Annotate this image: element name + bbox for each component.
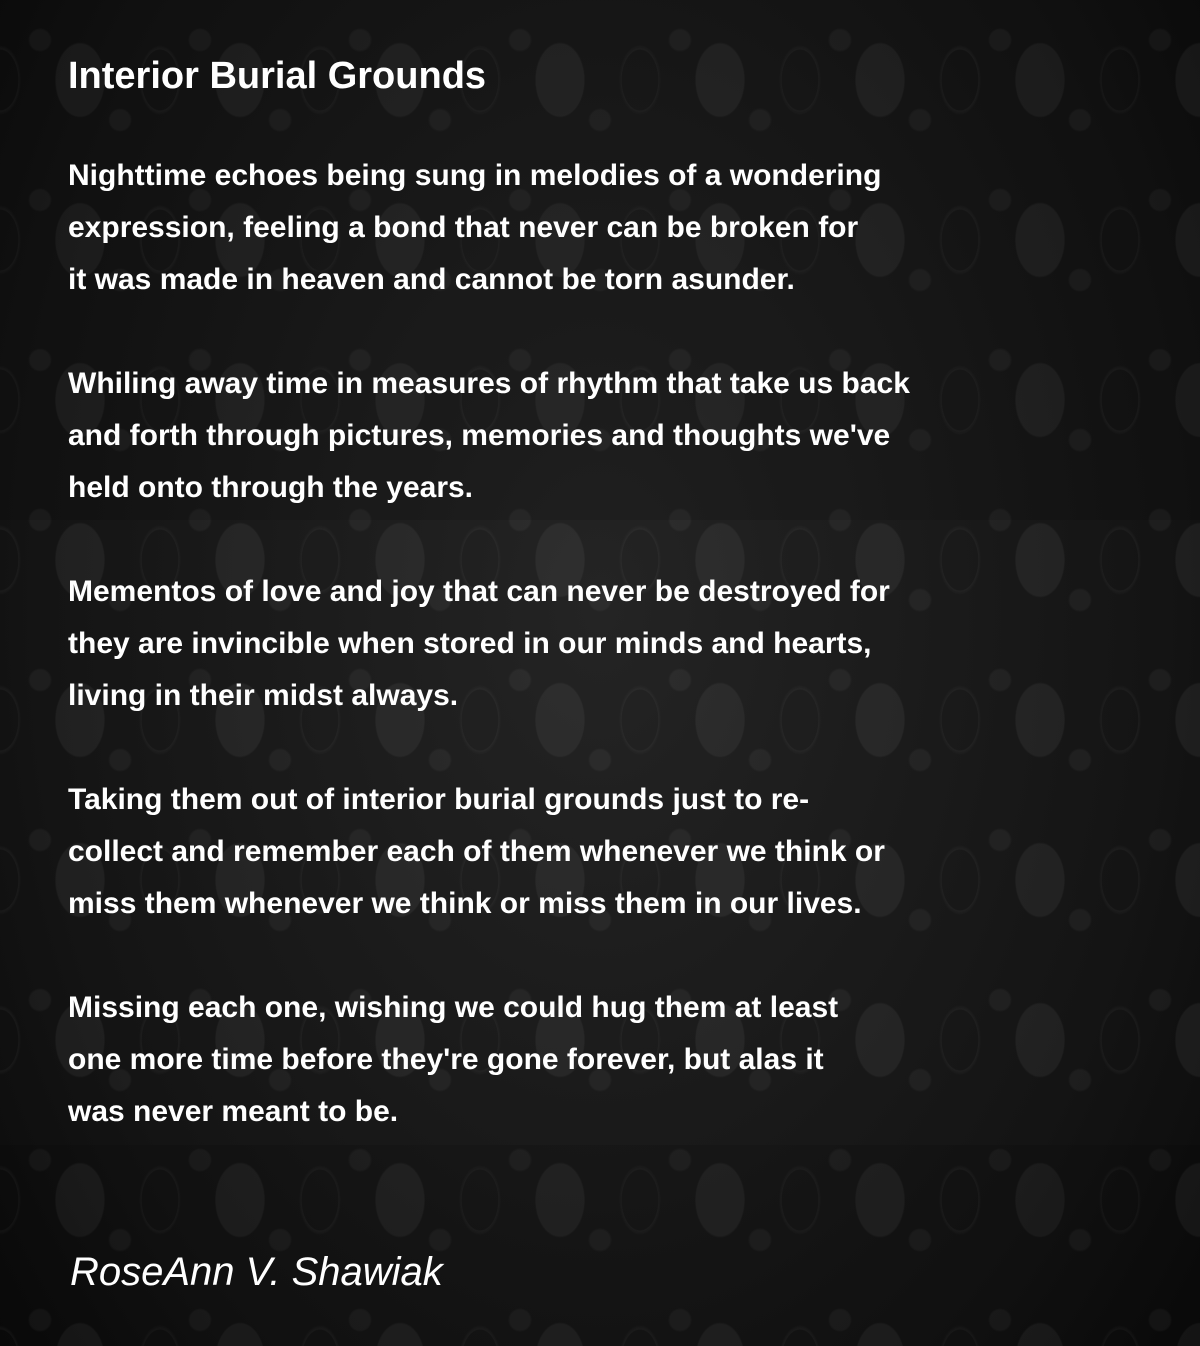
poem-line: it was made in heaven and cannot be torn asunder. [68,263,795,296]
stanza [68,982,1148,1138]
poem-line: held onto through the years. [68,471,474,504]
poem-line: expression, feeling a bond that never can be broken for [68,211,859,244]
poem-line: miss them whenever we think or miss them in our lives. [68,887,862,920]
poem-line: living in their midst always. [68,679,459,712]
poem-body [68,150,1148,1190]
poem-line: Missing each one, wishing we could hug them at least [68,991,839,1024]
poem-line: collect and remember each of them whenever we think or [68,835,885,868]
stanza [68,150,1148,306]
poem-title: Interior Burial Grounds [68,55,487,97]
stanza [68,358,1148,514]
poem-line: Nighttime echoes being sung in melodies of a wondering [68,159,882,192]
poem-line: Mementos of love and joy that can never be destroyed for [68,575,890,608]
stanza [68,566,1148,722]
poem-line: they are invincible when stored in our minds and hearts, [68,627,872,660]
poem-line: one more time before they're gone forever, but alas it [68,1043,824,1076]
stanza [68,774,1148,930]
poem-line: Whiling away time in measures of rhythm that take us back [68,367,910,400]
poem-line: was never meant to be. [68,1095,399,1128]
poem-author: RoseAnn V. Shawiak [70,1250,443,1294]
poem-line: Taking them out of interior burial grounds just to re- [68,783,810,816]
poem-line: and forth through pictures, memories and thoughts we've [68,419,891,452]
